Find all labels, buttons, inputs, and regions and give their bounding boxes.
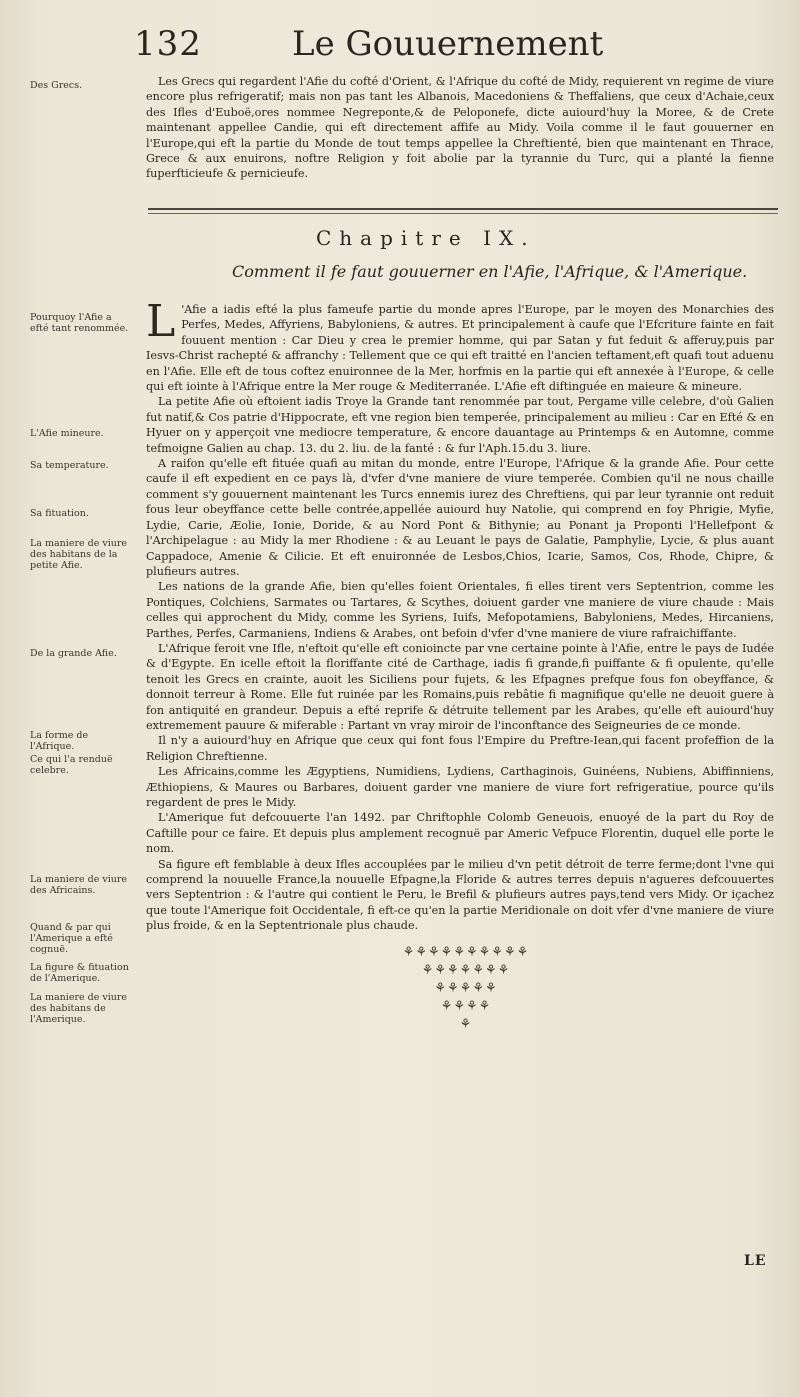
tail-ornament (366, 944, 566, 1034)
ornament-row: ⚘⚘⚘⚘⚘⚘⚘ (421, 963, 511, 978)
ornament-row: ⚘ (459, 1017, 473, 1032)
margin-note-greeks: Des Grecs. (30, 80, 83, 91)
margin-note-africa-celebrity: Ce qui l'a renduë celebre. (30, 754, 113, 776)
margin-note-temperature: Sa temperature. (30, 460, 109, 471)
paragraph-situation: A raifon qu'elle eft fituée quafi au mitan du monde, entre l'Europe, l'Afrique & la grande Afie. Pour cette caufe il eft expedient en ce pays là, d'vfer d'vne maniere de viure temperée. Combien qu'il ne nous chaille comment s'y gouuernent maintenant les Turcs ennemis iurez des Chreftiens, qui par leur tyrannie ont reduit fous leur obeyffance cette belle contrée,appellée auiourd huy Natolie, qui comprend en foy Phrigie, Myfie, Lydie, Carie, Æolie, Ionie, Doride, & au Nord Pont & Bithynie; au Ponant ja Proponti l'Hellefpont & l'Archipelague : au Midy la mer Rhodiene : & au Leuant le pays de Galatie, Pamphylie, Lycie, & plus auant Cappadoce, Amenie & Cilicie. Et eft enuironnée de Lesbos,Chios, Icarie, Samos, Cos, Rhode, Chipre, & plufieurs autres. (146, 457, 774, 578)
margin-note-america-discovery: Quand & par qui l'Amerique a efté cognuë. (30, 922, 113, 955)
paragraph-asia-intro: L 'Afie a iadis efté la plus fameufe partie du monde apres l'Europe, par le moyen des Monarchies des Perfes, Medes, Affyriens, Babyloniens, & autres. Et principalement à caufe que l'Efcriture fainte en fait fouuent mention : Car Dieu y crea le premier homme, qui par Satan y fut feduit & afferuy,puis par Iesvs-Christ rachepté & affranchy : Tellement que ce qui eft traitté en l'ancien teftament,eft quafi tout aduenu en l'Afie. Elle eft de tous coftez enuironnee de la Mer, horfmis en la partie qui eft annexée à l'Europe, & celle qui eft iointe à l'Afrique entre la Mer rouge & Mediterranée. L'Afie eft diftinguée en maieure & mineure. (146, 296, 774, 394)
margin-note-situation: Sa fituation. (30, 508, 89, 519)
margin-note-asia-minor: L'Afie mineure. (30, 428, 104, 439)
running-title: Le Gouuernement (292, 24, 604, 64)
intro-paragraph (146, 74, 774, 182)
paragraph-america-discovery: L'Amerique fut defcouuerte l'an 1492. par Chriftophle Colomb Geneuois, enuoyé de la part du Roy de Caftille pour ce faire. Et depuis plus amplement recognuë par Americ Vefpuce Florentin, duquel elle porte le nom. (146, 811, 774, 856)
margin-note-asia-renown: Pourquoy l'Afie a efté tant renommée. (30, 312, 129, 334)
ornament-row: ⚘⚘⚘⚘ (440, 999, 492, 1014)
chapter-subtitle: Comment il fe faut gouuerner en l'Afie, l'Afrique, & l'Amerique. (232, 262, 748, 281)
chapter-body (146, 296, 774, 934)
margin-note-africans-diet: La maniere de viure des Africains. (30, 874, 128, 896)
margin-note-america-figure: La figure & fituation de l'Amerique. (30, 962, 129, 984)
paragraph-africans: Les Africains,comme les Ægyptiens, Numidiens, Lydiens, Carthaginois, Guinéens, Nubiens, Abiffinniens, Æthiopiens, & Maures ou Barbares, doiuent garder vne maniere de viure fort refrigeratiue, pource qu'ils regardent de pres le Midy. (146, 765, 774, 809)
margin-note-america-diet: La maniere de viure des habitans de l'Amerique. (30, 992, 128, 1025)
paragraph-greater-asia: Les nations de la grande Afie, bien qu'elles foient Orientales, fi elles tirent vers Septentrion, comme les Pontiques, Colchiens, Sarmates ou Tartares, & Scythes, doiuent garder vne maniere de viure chaude : Mais celles qui approchent du Midy, comme les Syriens, Iuifs, Mefopotamiens, Babyloniens, Medes, Hircaniens, Parthes, Perfes, Carmaniens, Indiens & Arabes, ont befoin d'vfer d'vne maniere de viure rafraichiffante. (146, 580, 774, 640)
ornament-row: ⚘⚘⚘⚘⚘ (434, 981, 498, 996)
paragraph-prester-john: Il n'y a auiourd'huy en Afrique que ceux qui font fous l'Empire du Preftre-Iean,qui facent profeffion de la Religion Chreftienne. (146, 734, 774, 763)
paragraph-asia-minor: La petite Afie où eftoient iadis Troye la Grande tant renommée par tout, Pergame ville celebre, d'où Galien fut natif,& Cos patrie d'Hippocrate, eft vne region bien temperée, principalement au milieu : Car en Efté & en Hyuer on y apperçoit vne mediocre temperature, & encore dauantage au Printemps & en Automne, comme tefmoigne Galien au chap. 13. du 2. liu. de la fanté : & fur l'Aph.15.du 3. liure. (146, 395, 774, 455)
drop-capital: L (146, 296, 176, 347)
chapter-heading: Chapitre IX. (316, 226, 536, 250)
section-rule (148, 208, 778, 214)
margin-note-africa-shape: La forme de l'Afrique. (30, 730, 89, 752)
margin-note-lesser-asia-diet: La maniere de viure des habitans de la petite Afie. (30, 538, 128, 571)
ornament-row: ⚘⚘⚘⚘⚘⚘⚘⚘⚘⚘ (402, 945, 530, 960)
margin-note-greater-asia: De la grande Afie. (30, 648, 117, 659)
intro-text: Les Grecs qui regardent l'Afie du cofté d'Orient, & l'Afrique du cofté de Midy, requierent vn regime de viure encore plus refrigeratif; mais non pas tant les Albanois, Macedoniens & Theffaliens, que ceux d'Achaie,ceux des Ifles d'Euboë,ores nommee Negreponte,& de Peloponefe, dicte auiourd'huy la Moree, & de Crete maintenant appellee Candie, qui eft directement affife au Midy. Voila comme il le faut gouuerner en l'Europe,qui eft la partie du Monde de tout temps appellee la Chreftienté, bien que maintenant en Thrace, Grece & aux enuirons, noftre Religion y foit abolie par la tyrannie du Turc, qui a planté la fienne fuperfticieufe & pernicieufe. (146, 75, 774, 181)
paragraph-africa: L'Afrique feroit vne Ifle, n'eftoit qu'elle eft conioincte par vne certaine pointe à l'Afie, entre le pays de Iudée & d'Egypte. En icelle eftoit la floriffante cité de Carthage, iadis fi grande,fi puiffante & fi opulente, qu'elle tenoit les Grecs en crainte, auoit les Siciliens pour fujets, & les Efpagnes prefque fous fon obeyffance, & donnoit terreur à Rome. Elle fut ruinée par les Romains,puis rebâtie fi magnifique qu'elle ne deuoit guere à fon antiquité en grandeur. Depuis a efté reprife & détruite tellement par les Arabes, qu'elle eft auiourd'huy extremement pauure & miferable : Partant vn vray miroir de l'inconftance des Seigneuries de ce monde. (146, 641, 774, 732)
catchword: LE (744, 1253, 767, 1269)
page-number: 132 (134, 24, 202, 64)
paragraph-america-figure: Sa figure eft femblable à deux Ifles accouplées par le milieu d'vn petit détroit de terre ferme;dont l'vne qui comprend la nouuelle France,la nouuelle Efpagne,la Floride & autres terres depuis n'agueres defcouuertes vers Septentrion : & l'autre qui contient le Peru, le Brefil & plufieurs autres pays,tend vers Midy. Or içachez que toute l'Amerique foit Occidentale, fi eft-ce qu'en la partie Meridionale on doit vfer d'vne maniere de viure plus froide, & en la Septentrionale plus chaude. (146, 857, 774, 933)
